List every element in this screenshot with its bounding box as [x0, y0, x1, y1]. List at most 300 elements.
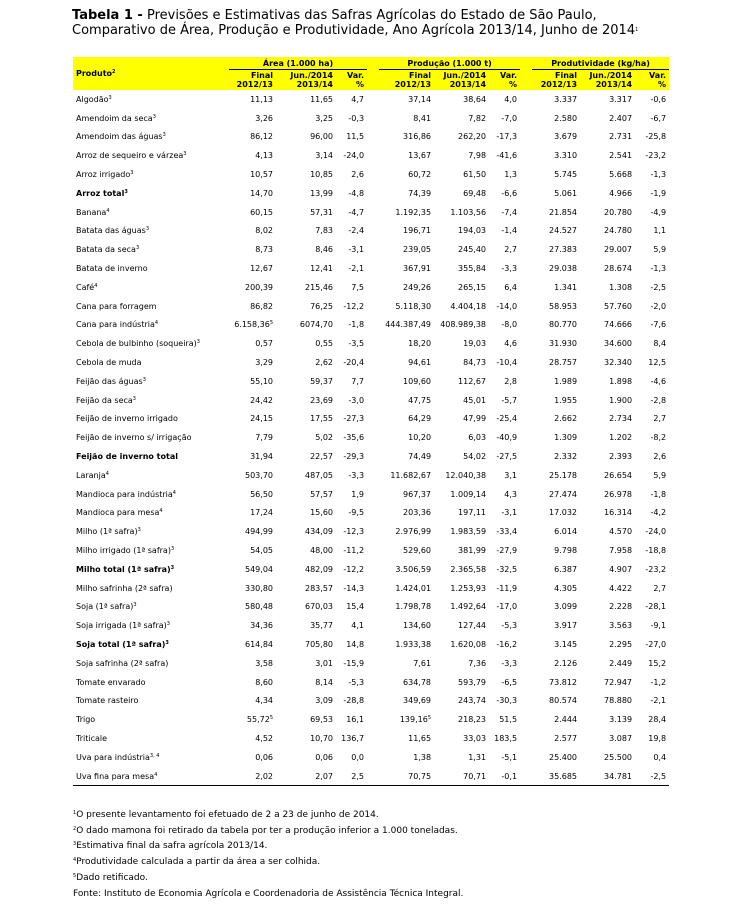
- table-row: [73, 522, 669, 541]
- produtividade-cell-1: 20.780: [604, 207, 633, 217]
- produtividade-cell-0: 80.574: [549, 696, 578, 706]
- area-cell-1: 3,25: [315, 113, 333, 123]
- area-cell-2: -1,8: [348, 320, 365, 330]
- producao-cell-0: 109,60: [403, 376, 432, 386]
- produtividade-cell-2: 5,9: [653, 470, 667, 480]
- table-row: [73, 673, 669, 692]
- column-gap: [367, 146, 379, 165]
- column-gap: [520, 579, 532, 598]
- producao-cell-0: 94,61: [408, 358, 432, 368]
- area-cell-2: -4,8: [348, 188, 365, 198]
- produtividade-cell-0: 2.332: [554, 452, 578, 462]
- producao-cell-1: 245,40: [458, 245, 487, 255]
- produtividade-cell-2: -1,8: [650, 489, 667, 499]
- table-row: [73, 541, 669, 560]
- area-cell-1: 0,55: [315, 339, 333, 349]
- produtividade-cell-0: 6.387: [554, 564, 578, 574]
- column-gap: [367, 203, 379, 222]
- table-row: [73, 146, 669, 165]
- producao-cell-2: -5,7: [501, 395, 518, 405]
- produtividade-cell-2: 12,5: [648, 358, 667, 368]
- product-name: Feijão das águas$^3$: [76, 376, 146, 386]
- producao-cell-0: 13,67: [408, 151, 432, 161]
- table-row: [73, 654, 669, 673]
- column-gap: [367, 522, 379, 541]
- area-cell-2: -28,8: [343, 696, 365, 706]
- producao-cell-1: 6,03: [468, 433, 487, 443]
- producao-cell-2: -27,5: [496, 452, 518, 462]
- area-cell-1: 13,99: [310, 188, 333, 198]
- area-cell-1: 12,41: [310, 264, 333, 274]
- area-cell-2: -12,3: [343, 527, 365, 537]
- producao-cell-0: 10,20: [408, 433, 432, 443]
- column-gap: [367, 410, 379, 429]
- producao-cell-0: 203,36: [403, 508, 432, 518]
- column-gap: [367, 654, 379, 673]
- area-cell-2: -5,3: [348, 677, 365, 687]
- producao-cell-0: 1.933,38: [395, 640, 432, 649]
- producao-cell-0: 1.798,78: [395, 602, 432, 612]
- area-cell-0: 24,15: [250, 414, 273, 424]
- produtividade-cell-2: -7,6: [650, 320, 667, 330]
- column-gap: [520, 616, 532, 635]
- area-cell-2: 1,9: [351, 489, 365, 499]
- product-name: Soja irrigada (1ª safra)$^3$: [76, 621, 170, 631]
- producao-cell-1: 7,36: [468, 658, 487, 668]
- area-cell-1: 705,80: [305, 640, 333, 649]
- producao-cell-1: 4.404,18: [450, 301, 487, 311]
- table-row: [73, 259, 669, 278]
- footnote: Fonte: Instituto de Economia Agrícola e Coordenadoria de Assistência Técnica Integral.: [73, 888, 464, 899]
- column-gap: [520, 316, 532, 335]
- producao-cell-0: 196,71: [403, 226, 432, 236]
- produtividade-cell-1: 2.295: [609, 640, 633, 649]
- column-gap: [367, 504, 379, 523]
- column-gap: [367, 353, 379, 372]
- table-row: [73, 428, 669, 447]
- produtividade-cell-0: 2.126: [554, 658, 578, 668]
- area-cell-2: -11,2: [343, 546, 365, 556]
- area-cell-1: 7,83: [315, 226, 333, 236]
- table-row: [73, 635, 669, 654]
- produtividade-cell-2: -9,1: [650, 621, 667, 631]
- column-gap: [520, 541, 532, 560]
- area-cell-2: 7,5: [351, 282, 365, 292]
- produtividade-cell-0: 2.577: [554, 733, 578, 743]
- produtividade-cell-1: 74.666: [604, 320, 633, 330]
- producao-cell-1: 112,67: [458, 376, 487, 386]
- column-gap: [520, 146, 532, 165]
- area-cell-2: 4,7: [351, 94, 365, 104]
- produtividade-cell-0: 3.310: [554, 151, 578, 161]
- column-gap: [367, 278, 379, 297]
- product-name: Cebola de muda: [76, 358, 142, 368]
- producao-cell-2: -33,4: [496, 527, 518, 537]
- column-gap: [520, 165, 532, 184]
- product-name: Batata de inverno: [76, 264, 148, 274]
- producao-cell-0: 7,61: [413, 658, 432, 668]
- producao-cell-1: 45,01: [463, 395, 487, 405]
- column-gap: [520, 748, 532, 767]
- column-gap: [367, 485, 379, 504]
- area-cell-0: 494,99: [245, 527, 273, 537]
- area-cell-2: -3,0: [348, 395, 365, 405]
- area-cell-1: 11,65: [310, 94, 333, 104]
- area-cell-1: 10,70: [310, 733, 333, 743]
- column-gap: [520, 673, 532, 692]
- area-cell-2: 7,7: [351, 376, 365, 386]
- area-cell-0: 8,60: [255, 677, 273, 687]
- column-gap: [367, 616, 379, 635]
- table-row: [73, 353, 669, 372]
- produtividade-cell-0: 1.341: [554, 282, 578, 292]
- column-gap: [367, 372, 379, 391]
- table-row: [73, 278, 669, 297]
- product-name: Milho total (1ª safra)$^3$: [76, 564, 175, 574]
- area-cell-1: 69,53: [310, 715, 333, 725]
- column-gap: [520, 297, 532, 316]
- column-gap: [520, 334, 532, 353]
- column-gap: [367, 428, 379, 447]
- producao-cell-2: -7,4: [501, 207, 518, 217]
- produtividade-cell-2: -4,2: [650, 508, 667, 518]
- table-row: [73, 560, 669, 579]
- area-cell-1: 3,01: [315, 658, 333, 668]
- producao-cell-2: 1,3: [504, 170, 518, 180]
- area-cell-0: 54,05: [250, 546, 273, 556]
- producao-cell-0: 70,75: [379, 767, 434, 786]
- producao-cell-2: 6,4: [504, 282, 518, 292]
- column-gap: [367, 673, 379, 692]
- producao-cell-2: -3,1: [501, 508, 518, 518]
- produtividade-cell-2: -2,5: [635, 767, 669, 786]
- header-gap: [367, 57, 379, 90]
- product-name: Milho (1ª safra)$^3$: [76, 527, 141, 537]
- table-row: [73, 128, 669, 147]
- producao-cell-1: 127,44: [458, 621, 487, 631]
- produtividade-cell-0: 2.444: [554, 715, 578, 725]
- column-gap: [520, 635, 532, 654]
- producao-cell-0: 74,49: [408, 452, 432, 462]
- area-cell-2: 4,1: [351, 621, 365, 631]
- produtividade-cell-1: 2.449: [609, 658, 633, 668]
- produtividade-cell-1: 4.966: [609, 188, 633, 198]
- produtividade-cell-0: 3.145: [554, 640, 578, 649]
- column-gap: [520, 109, 532, 128]
- area-cell-0: 11,13: [250, 94, 273, 104]
- column-gap: [367, 184, 379, 203]
- area-cell-2: -4,7: [348, 207, 365, 217]
- producao-cell-0: 3.506,59: [395, 564, 432, 574]
- produtividade-cell-1: 1.900: [609, 395, 633, 405]
- column-gap: [367, 729, 379, 748]
- producao-cell-1: 33,03: [463, 733, 487, 743]
- column-gap: [520, 222, 532, 241]
- area-cell-0: 4,13: [255, 151, 273, 161]
- produtividade-cell-0: 1.989: [554, 376, 578, 386]
- producao-cell-1: 381,99: [458, 546, 487, 556]
- produtividade-cell-1: 57.760: [604, 301, 633, 311]
- produtividade-cell-1: 4.570: [609, 527, 633, 537]
- producao-cell-2: -40,9: [496, 433, 518, 443]
- produtividade-cell-1: 26.978: [604, 489, 633, 499]
- product-name: Batata da seca$^3$: [76, 245, 140, 255]
- product-name: Soja (1ª safra)$^3$: [76, 602, 137, 612]
- produtividade-cell-0: 2.662: [554, 414, 578, 424]
- producao-cell-1: 194,03: [458, 226, 487, 236]
- produtividade-cell-2: -0,6: [650, 94, 667, 104]
- table-row: [73, 616, 669, 635]
- table-row: [73, 391, 669, 410]
- column-gap: [520, 278, 532, 297]
- product-name: Arroz irrigado$^3$: [76, 170, 134, 180]
- producao-cell-2: 2,7: [504, 245, 518, 255]
- table-row: [73, 334, 669, 353]
- column-gap: [367, 259, 379, 278]
- column-gap: [367, 297, 379, 316]
- producao-cell-2: -41,6: [496, 151, 518, 161]
- produtividade-cell-2: -23,2: [645, 564, 667, 574]
- produtividade-cell-1: 4.907: [609, 564, 633, 574]
- column-gap: [367, 90, 379, 109]
- produtividade-cell-0: 27.383: [549, 245, 578, 255]
- column-gap: [367, 598, 379, 617]
- subheader-produtividade-2: Var. %: [635, 70, 669, 91]
- produtividade-cell-2: -6,7: [650, 113, 667, 123]
- produtividade-cell-2: 5,9: [653, 245, 667, 255]
- produtividade-cell-1: 72.947: [604, 677, 633, 687]
- column-gap: [520, 410, 532, 429]
- footnote: $^3$Estimativa final da safra agrícola 2013/14.: [73, 841, 268, 852]
- produtividade-cell-0: 58.953: [549, 301, 578, 311]
- area-cell-1: 482,09: [305, 564, 333, 574]
- producao-cell-0: 60,72: [408, 170, 432, 180]
- product-name: Feijão de inverno irrigado: [76, 414, 178, 424]
- column-gap: [520, 428, 532, 447]
- produtividade-cell-2: -2,5: [650, 282, 667, 292]
- product-name: Feijão de inverno total: [76, 452, 178, 462]
- produtividade-cell-1: 2.393: [609, 452, 633, 462]
- subheader-area-0: Final 2012/13: [229, 70, 276, 91]
- producao-cell-0: 18,20: [408, 339, 432, 349]
- produtividade-cell-1: 34.600: [604, 339, 633, 349]
- area-cell-1: 283,57: [305, 583, 333, 593]
- product-name: Arroz total$^3$: [76, 188, 128, 198]
- footnote: $^4$Produtividade calculada a partir da área a ser colhida.: [73, 857, 321, 868]
- produtividade-cell-1: 25.500: [604, 752, 633, 762]
- area-cell-0: 17,24: [250, 508, 273, 518]
- produtividade-cell-2: -1,2: [650, 677, 667, 687]
- area-cell-2: -24,0: [343, 151, 365, 161]
- produtividade-cell-0: 25.178: [549, 470, 578, 480]
- column-gap: [367, 165, 379, 184]
- producao-cell-2: -16,2: [496, 640, 518, 649]
- produtividade-cell-0: 5.745: [554, 170, 578, 180]
- area-cell-0: 34,36: [250, 621, 273, 631]
- area-cell-1: 96,00: [310, 132, 333, 142]
- producao-cell-0: 967,37: [403, 489, 432, 499]
- area-cell-2: -29,3: [343, 452, 365, 462]
- table-row: [73, 222, 669, 241]
- producao-cell-0: 8,41: [413, 113, 432, 123]
- producao-cell-1: 408.989,38: [440, 320, 487, 330]
- producao-cell-1: 19,03: [463, 339, 487, 349]
- table-title: [72, 8, 672, 38]
- product-name: Cebola de bulbinho (soqueira)$^3$: [76, 339, 200, 349]
- producao-cell-2: 4,3: [504, 489, 518, 499]
- producao-cell-1: 61,50: [463, 170, 487, 180]
- produtividade-cell-0: 1.955: [554, 395, 578, 405]
- producao-cell-0: 316,86: [403, 132, 432, 142]
- producao-cell-1: 1.103,56: [450, 207, 487, 217]
- product-name: Tomate rasteiro: [76, 696, 139, 706]
- producao-cell-0: 1,38: [413, 752, 432, 762]
- producao-cell-0: 139,16$^5$: [399, 715, 432, 725]
- table-row: [73, 90, 669, 109]
- area-cell-0: 10,57: [250, 170, 273, 180]
- column-gap: [520, 391, 532, 410]
- area-cell-2: -12,2: [343, 564, 365, 574]
- area-cell-0: 31,94: [250, 452, 273, 462]
- area-cell-1: 8,14: [315, 677, 333, 687]
- producao-cell-0: 5.118,30: [395, 301, 432, 311]
- area-cell-1: 3,09: [315, 696, 333, 706]
- producao-cell-2: 2,8: [504, 376, 518, 386]
- produtividade-cell-1: 29.007: [604, 245, 633, 255]
- produtividade-cell-2: 2,6: [653, 452, 667, 462]
- produtividade-cell-0: 28.757: [549, 358, 578, 368]
- column-gap: [520, 485, 532, 504]
- table-row: [73, 504, 669, 523]
- table-row: [73, 372, 669, 391]
- column-gap: [367, 635, 379, 654]
- column-gap: [520, 598, 532, 617]
- column-gap: [520, 203, 532, 222]
- header-produtividade: Produtividade (kg/ha): [532, 57, 669, 70]
- area-cell-1: 48,00: [310, 546, 333, 556]
- producao-cell-2: -17,3: [496, 132, 518, 142]
- column-gap: [520, 466, 532, 485]
- producao-cell-2: -5,3: [501, 621, 518, 631]
- produtividade-cell-0: 5.061: [554, 188, 578, 198]
- area-cell-1: 3,14: [315, 151, 333, 161]
- table-number: Tabela 1 -: [72, 8, 143, 23]
- product-name: Café$^4$: [76, 282, 98, 292]
- producao-cell-1: 38,64: [463, 94, 487, 104]
- product-name: Soja safrinha (2ª safra): [76, 658, 169, 668]
- footnotes: [73, 808, 673, 902]
- column-gap: [520, 729, 532, 748]
- product-name: Amendoim das águas$^3$: [76, 132, 166, 142]
- area-cell-1: 35,77: [310, 621, 333, 631]
- column-gap: [520, 710, 532, 729]
- table-row: [73, 109, 669, 128]
- produtividade-cell-2: -25,8: [645, 132, 667, 142]
- area-cell-0: 3,58: [255, 658, 273, 668]
- table-row: [73, 598, 669, 617]
- producao-cell-2: -6,6: [501, 188, 518, 198]
- area-cell-0: 56,50: [250, 489, 273, 499]
- producao-cell-0: 349,69: [403, 696, 432, 706]
- column-gap: [367, 128, 379, 147]
- producao-cell-0: 2.976,99: [395, 527, 432, 537]
- column-gap: [367, 748, 379, 767]
- subheader-producao-0: Final 2012/13: [379, 70, 434, 91]
- producao-cell-2: -0,1: [489, 767, 520, 786]
- table-title-text: Previsões e Estimativas das Safras Agrícolas do Estado de São Paulo, Comparativo de Área, Produção e Produtividade, Ano Agrícola 2013/14, Junho de 2014: [72, 8, 636, 38]
- table-row: [73, 466, 669, 485]
- table-row: [73, 447, 669, 466]
- column-gap: [520, 692, 532, 711]
- producao-cell-1: 1,31: [468, 752, 487, 762]
- table-row: [73, 297, 669, 316]
- area-cell-2: -15,9: [343, 658, 365, 668]
- produtividade-cell-1: 2.734: [609, 414, 633, 424]
- area-cell-1: 15,60: [310, 508, 333, 518]
- area-cell-1: 2,62: [315, 358, 333, 368]
- column-gap: [520, 240, 532, 259]
- table-row: [73, 410, 669, 429]
- produtividade-cell-1: 2.731: [609, 132, 633, 142]
- product-name: Mandioca para indústria$^4$: [76, 489, 176, 499]
- produtividade-cell-2: 8,4: [653, 339, 667, 349]
- area-cell-0: 86,12: [250, 132, 273, 142]
- area-cell-1: 487,05: [305, 470, 333, 480]
- table-row: [73, 203, 669, 222]
- area-cell-2: -12,2: [343, 301, 365, 311]
- produtividade-cell-1: 28.674: [604, 264, 633, 274]
- produtividade-cell-2: -28,1: [645, 602, 667, 612]
- subheader-area-1: Jun./2014 2013/14: [276, 70, 336, 91]
- producao-cell-1: 1.620,08: [450, 640, 487, 649]
- produtividade-cell-1: 16.314: [604, 508, 633, 518]
- producao-cell-0: 11.682,67: [390, 470, 432, 480]
- area-cell-1: 57,57: [310, 489, 333, 499]
- header-produto: Produto$^2$: [73, 57, 229, 90]
- product-name: Cana para forragem: [76, 301, 157, 311]
- produtividade-cell-2: 28,4: [648, 715, 667, 725]
- column-gap: [520, 90, 532, 109]
- area-cell-0: 4,52: [255, 733, 273, 743]
- column-gap: [520, 447, 532, 466]
- area-cell-0: 55,10: [250, 376, 273, 386]
- area-cell-2: 16,1: [346, 715, 365, 725]
- table-row: [73, 729, 669, 748]
- column-gap: [520, 184, 532, 203]
- produtividade-cell-1: 34.781: [580, 767, 635, 786]
- area-cell-0: 330,80: [245, 583, 273, 593]
- table-row: [73, 316, 669, 335]
- area-cell-0: 3,29: [255, 358, 273, 368]
- product-name: Trigo: [76, 715, 96, 725]
- producao-cell-2: -7,0: [501, 113, 518, 123]
- table-row: [73, 579, 669, 598]
- producao-cell-2: -3,3: [501, 658, 518, 668]
- area-cell-1: 17,55: [310, 414, 333, 424]
- area-cell-1: 0,06: [315, 752, 333, 762]
- producao-cell-0: 47,75: [408, 395, 432, 405]
- producao-cell-1: 84,73: [463, 358, 487, 368]
- producao-cell-1: 1.253,93: [450, 583, 487, 593]
- column-gap: [520, 259, 532, 278]
- produtividade-cell-2: -8,2: [650, 433, 667, 443]
- area-cell-2: -35,6: [343, 433, 365, 443]
- producao-cell-2: -6,5: [501, 677, 518, 687]
- column-gap: [367, 316, 379, 335]
- product-name: Cana para indústria$^4$: [76, 320, 159, 330]
- produtividade-cell-1: 24.780: [604, 226, 633, 236]
- produtividade-cell-1: 3.087: [609, 733, 633, 743]
